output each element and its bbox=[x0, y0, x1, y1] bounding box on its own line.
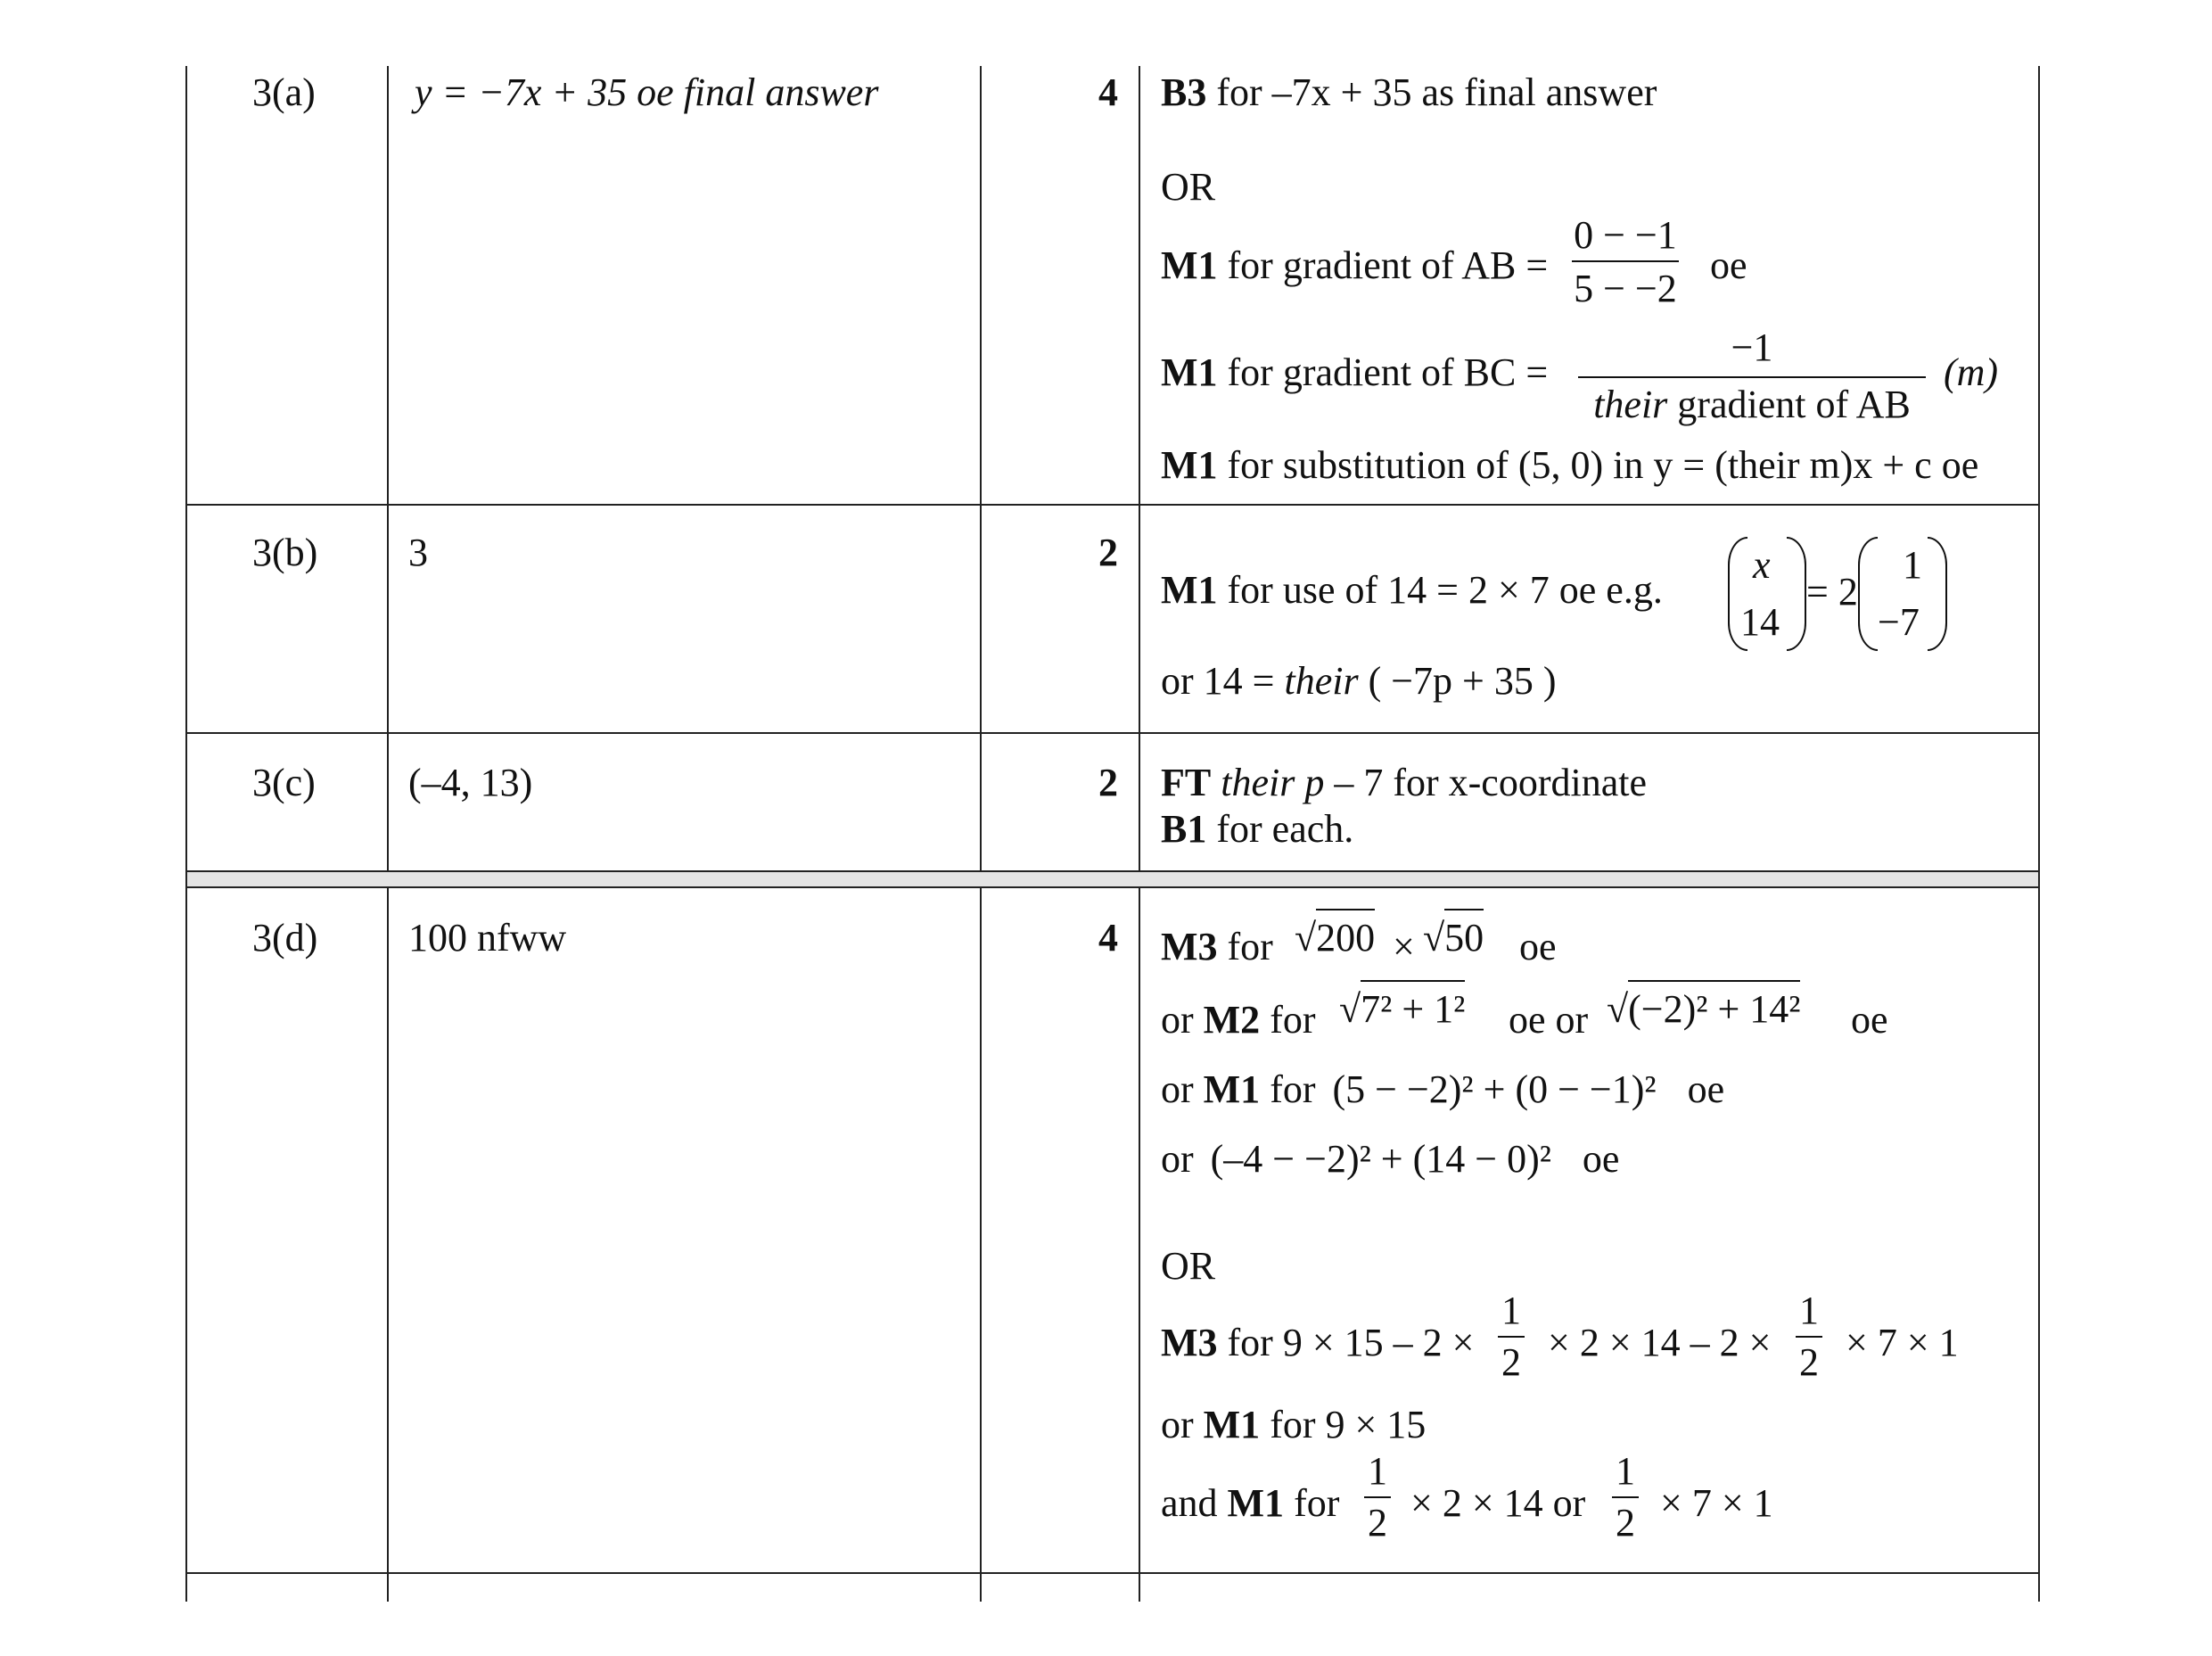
oe-label: oe bbox=[1851, 998, 1888, 1042]
vector-entry: 1 bbox=[1903, 543, 1922, 587]
oe-label: oe bbox=[1519, 925, 1557, 968]
mark-code-m1: M1 bbox=[1161, 443, 1218, 487]
guidance-text: × 7 × 1 bbox=[1660, 1481, 1773, 1525]
mark-code-m1: M1 bbox=[1161, 350, 1218, 394]
oe-label: oe bbox=[1710, 243, 1747, 287]
fraction-denominator: 5 − −2 bbox=[1574, 267, 1677, 310]
vector-entry: 14 bbox=[1740, 600, 1780, 644]
guidance-or-expr-line: or (–4 − −2)² + (14 − 0)² oe bbox=[1161, 1137, 1620, 1181]
guidance-m3-sqrt-line: M3 for bbox=[1161, 925, 1273, 968]
guidance-m1-area-line: or M1 for 9 × 15 bbox=[1161, 1403, 1427, 1446]
m-label: (m) bbox=[1944, 350, 1999, 394]
guidance-use-line bbox=[1161, 568, 1663, 612]
sqrt-50: √50 bbox=[1423, 919, 1484, 958]
vector-entry: −7 bbox=[1878, 600, 1920, 644]
question-number: 3(a) bbox=[252, 70, 316, 114]
sqrt-m2-second: √(−2)² + 14² bbox=[1607, 990, 1800, 1029]
mark-code-m1: M1 bbox=[1161, 568, 1218, 612]
vector-bracket-left bbox=[1858, 537, 1878, 651]
guidance-or-line: or 14 = their ( −7p + 35 ) bbox=[1161, 659, 1557, 703]
equals-two: = 2 bbox=[1806, 570, 1858, 614]
fraction-numerator: 0 − −1 bbox=[1574, 213, 1677, 257]
answer-text: 100 nfww bbox=[408, 916, 567, 960]
guidance-text: for gradient of AB = bbox=[1227, 243, 1549, 287]
oe-or-label: oe or bbox=[1509, 998, 1589, 1042]
sqrt-m2-first: √7² + 1² bbox=[1339, 990, 1465, 1029]
marks-value: 4 bbox=[1098, 916, 1118, 960]
column-divider-answer bbox=[980, 66, 982, 1602]
table-border-left bbox=[185, 66, 187, 1602]
guidance-text: for –7x + 35 as final answer bbox=[1216, 70, 1657, 114]
guidance-gradient-bc bbox=[1161, 350, 1549, 394]
guidance-m1-line: or M1 for (5 − −2)² + (0 − −1)² oe bbox=[1161, 1067, 1725, 1111]
guidance-and-m1-line: and M1 for bbox=[1161, 1481, 1340, 1525]
fraction-denominator: their gradient of AB bbox=[1593, 383, 1911, 426]
guidance-b1-line: B1 for each. bbox=[1161, 807, 1354, 851]
section-separator bbox=[187, 872, 2038, 887]
question-number: 3(c) bbox=[252, 761, 316, 804]
answer-text: (–4, 13) bbox=[408, 761, 533, 804]
fraction-half: 1 2 bbox=[1498, 1291, 1525, 1382]
guidance-b3-line bbox=[1161, 70, 1657, 114]
guidance-gradient-ab bbox=[1161, 243, 1549, 287]
guidance-m2-line: or M2 for bbox=[1161, 998, 1316, 1042]
vector-bracket-right bbox=[1928, 537, 1947, 651]
mark-code-b1: B1 bbox=[1161, 807, 1207, 851]
marks-value: 4 bbox=[1098, 70, 1118, 114]
marks-value: 2 bbox=[1098, 761, 1118, 804]
mark-code-m1: M1 bbox=[1161, 243, 1218, 287]
or-label: OR bbox=[1161, 165, 1216, 209]
times-sign: × bbox=[1393, 925, 1415, 968]
guidance-text: × 2 × 14 – 2 × bbox=[1548, 1321, 1772, 1364]
fraction-half: 1 2 bbox=[1612, 1452, 1639, 1543]
fraction-gradient-bc bbox=[1578, 325, 1926, 426]
or-label: OR bbox=[1161, 1244, 1216, 1288]
table-border-right bbox=[2038, 66, 2040, 1602]
marks-value: 2 bbox=[1098, 531, 1118, 574]
column-divider-question bbox=[387, 66, 389, 1602]
guidance-ft-line: FT their p – 7 for x-coordinate bbox=[1161, 761, 1647, 804]
vector-entry: x bbox=[1753, 543, 1771, 587]
guidance-text: for gradient of BC = bbox=[1227, 350, 1549, 394]
question-number: 3(d) bbox=[252, 916, 318, 960]
vector-bracket-right bbox=[1787, 537, 1806, 651]
column-divider-marks bbox=[1139, 66, 1140, 1602]
row-divider bbox=[185, 504, 2040, 506]
guidance-text: × 2 × 14 or bbox=[1410, 1481, 1586, 1525]
row-divider bbox=[185, 886, 2040, 888]
mark-code-ft: FT bbox=[1161, 761, 1212, 804]
answer-text: 3 bbox=[408, 531, 428, 574]
mark-code-b3: B3 bbox=[1161, 70, 1207, 114]
guidance-text: for substitution of (5, 0) in y = (their m)x + c oe bbox=[1227, 443, 1979, 487]
guidance-text: × 7 × 1 bbox=[1846, 1321, 1959, 1364]
row-divider bbox=[185, 1572, 2040, 1574]
guidance-m3-area-line: M3 for 9 × 15 – 2 × bbox=[1161, 1321, 1475, 1364]
fraction-half: 1 2 bbox=[1364, 1452, 1391, 1543]
row-divider bbox=[185, 870, 2040, 872]
row-divider bbox=[185, 732, 2040, 734]
fraction-gradient-ab bbox=[1572, 213, 1679, 310]
guidance-substitution bbox=[1161, 443, 1979, 487]
guidance-text: for use of 14 = 2 × 7 oe e.g. bbox=[1227, 568, 1663, 612]
answer-text: y = −7x + 35 oe final answer bbox=[415, 70, 879, 114]
fraction-numerator: −1 bbox=[1731, 325, 1773, 369]
fraction-half: 1 2 bbox=[1796, 1291, 1822, 1382]
sqrt-200: √200 bbox=[1295, 919, 1375, 958]
question-number: 3(b) bbox=[252, 531, 318, 574]
